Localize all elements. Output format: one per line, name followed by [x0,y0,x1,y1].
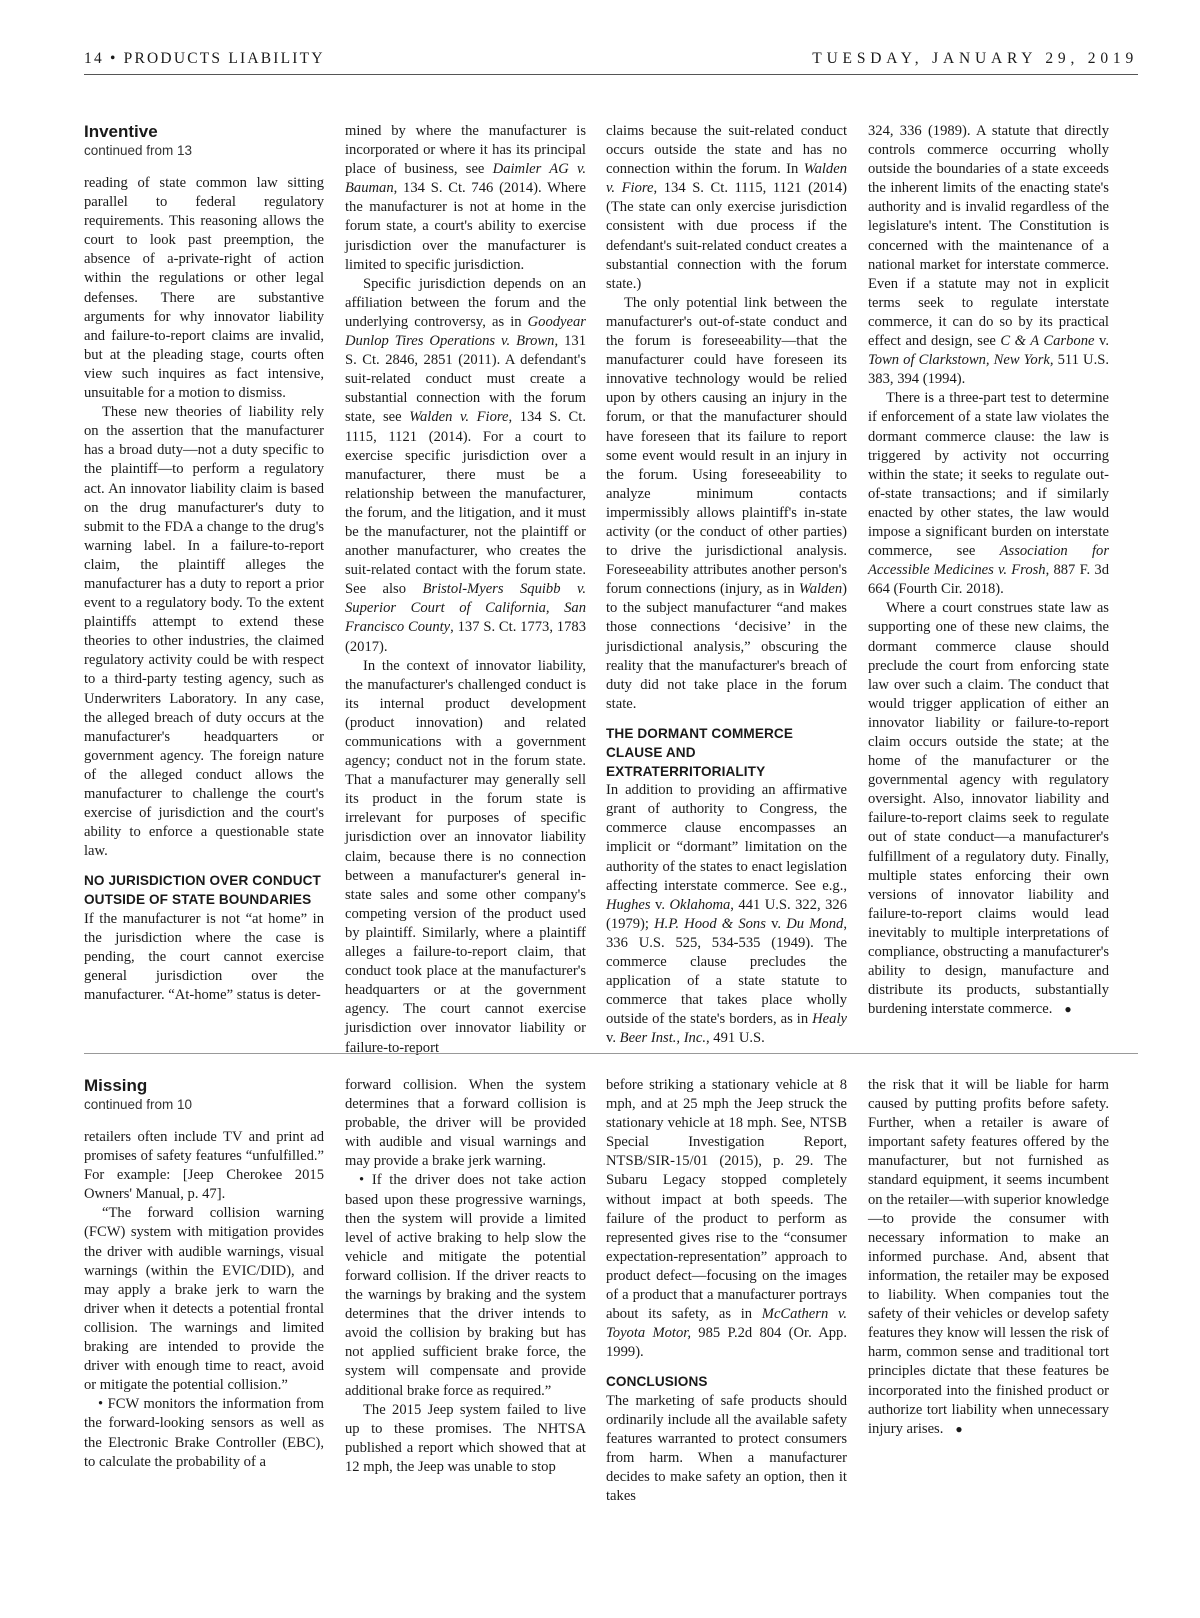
paragraph: Where a court construes state law as supporting one of these new claims, the dormant commerce clause should preclude the court from enforcing state law over such a claim. The conduct that would trigger application of either an innovator liability or failure-to-report claim occurs outside the state; at the home of the manufacturer or the governmental agency with regulatory oversight. Also, innovator liability and failure-to-report claims seek to regulate out of state conduct—a manufacturer's fulfillment of a regulatory duty. Finally, multiple states enforcing their own versions of innovator liability and failure-to-report claims would lead inevitably to multiple interpretations of compliance, obstructing a manufacturer's ability to design, manufacture and distribute its products, substantially burdening interstate commerce. ● [868,600,1109,1018]
story2-continued: continued from 10 [84,1097,193,1112]
paragraph: In addition to providing an affirmative grant of authority to Congress, the commerce clause encompasses an implicit or “dormant” limitation on the authority of the states to enact legislation affecting interstate commerce. See e.g., Hughes v. Oklahoma, 441 U.S. 322, 326 (1979); H.P. Hood & Sons v. Du Mond, 336 U.S. 525, 534-535 (1949). The commerce clause precludes the application of a state statute to commerce that takes place wholly outside of the state's borders, as in Healy v. Beer Inst., Inc., 491 U.S. [606,782,847,1047]
story2-title: Missing [84,1076,148,1095]
paragraph: There is a three-part test to determine if enforcement of a state law violates the dormant commerce clause: the law is triggered by activity not occurring within the state; it seeks to regulate out-of-state transactions; and if similarly enacted by other states, the law would impose a significant burden on interstate commerce, see Association for Accessible Medicines v. Frosh, 887 F. 3d 664 (Fourth Cir. 2018). [868,390,1109,598]
paragraph: forward collision. When the system determines that a forward collision is probable, the driver will be provided with audible and visual warnings and may provide a brake jerk warning. [345,1077,586,1170]
header-rule [84,74,1138,75]
paragraph: If the manufacturer is not “at home” in the jurisdiction where the case is pending, the court cannot exercise general jurisdiction over the manufacturer. “At-home” status is deter- [84,910,324,1003]
end-mark: ● [1064,1002,1072,1017]
story2-column-1 [84,1076,324,1472]
bullet-paragraph: • If the driver does not take action based upon these progressive warnings, then the system will provide a limited level of active braking to help slow the vehicle and mitigate the potential forward collision. If the driver reacts to the warnings by braking and the system determines that the driver intends to avoid the collision by braking but has not applied sufficient brake force, the system will compensate and provide additional brake force as required.” [345,1172,586,1399]
story2-column-3 [606,1076,847,1506]
story1-column-3 [606,122,847,1049]
paragraph: mined by where the manufacturer is incorporated or where it has its principal place of business, see Daimler AG v. Bauman, 134 S. Ct. 746 (2014). Where the manufacturer is not at home in the forum state, a court's ability to exercise jurisdiction over the manufacturer is limited to specific jurisdiction. [345,123,587,273]
paragraph: The 2015 Jeep system failed to live up to these promises. The NHTSA published a report which showed that at 12 mph, the Jeep was unable to stop [345,1401,586,1475]
paragraph: The only potential link between the manufacturer's out-of-state conduct and the forum is foreseeability—that the manufacturer could have foreseen its innovative technology would be relied upon by others causing an injury in the forum, or that the manufacturer should have foreseen that its failure to report some event would result in an injury in the forum. Using foreseeability to analyze minimum contacts impermissibly allows plaintiff's in-state activity (or the conduct of other parties) to drive the jurisdictional analysis. Foreseeability attributes another person's forum connections (injury, as in Walden) to the subject manufacturer “and makes those connections ‘decisive’ in the jurisdictional analysis,” obscuring the reality that the manufacturer's breach of duty did not take place in the forum state. [606,294,847,712]
paragraph: claims because the suit-related conduct occurs outside the state and has no connection within the forum. In Walden v. Fiore, 134 S. Ct. 1115, 1121 (2014) (The state can only exercise jurisdiction consistent with due process if the defendant's suit-related conduct creates a substantial connection with the forum state.) [606,123,847,292]
story1-column-4 [868,122,1109,1019]
running-header [84,50,1138,74]
story1-column-2 [345,122,586,1058]
paragraph: In the context of innovator liability, the manufacturer's challenged conduct is its internal product development (product innovation) and related communications with a government agency; conduct not in the forum state. That a manufacturer may generally sell its product in the forum state is irrelevant for purposes of specific jurisdiction over an innovator liability claim, because there is no connection between a manufacturer's general in-state sales and some other company's competing version of the product used by plaintiff. Similarly, where a plaintiff alleges a failure-to-report claim, that conduct took place at the manufacturer's headquarters or at the government agency. The court cannot exercise jurisdiction over innovator liability or failure-to-report [345,657,586,1056]
paragraph: 324, 336 (1989). A statute that directly controls commerce occurring wholly outside the boundaries of a state exceeds the inherent limits of the enacting state's authority and is invalid regardless of the legislature's intent. The Constitution is concerned with the maintenance of a national market for interstate commerce. Even if a statute may not in explicit terms seek to regulate interstate commerce, it can do so by its practical effect and design, see C & A Carbone v. Town of Clarkstown, New York, 511 U.S. 383, 394 (1994). [868,123,1109,388]
subhead-conclusions: CONCLUSIONS [606,1374,708,1390]
story2-column-4 [868,1076,1109,1439]
story1-title: Inventive [84,122,158,141]
paragraph: retailers often include TV and print ad promises of safety features “unfulfilled.” For example: [Jeep Cherokee 2015 Owners' Manual, p. 47]. [84,1129,324,1203]
header-section: 14 • PRODUCTS LIABILITY [84,50,325,67]
story1-column-1 [84,122,324,1005]
header-date: TUESDAY, JANUARY 29, 2019 [812,50,1138,67]
paragraph: The marketing of safe products should ordinarily include all the available safety features warranted to protect consumers from harm. When a manufacturer decides to make safety an option, then it takes [606,1392,847,1504]
paragraph: before striking a stationary vehicle at 8 mph, and at 25 mph the Jeep struck the stationary vehicle at 18 mph. See, NTSB Special Investigation Report, NTSB/SIR-15/01 (2015), p. 29. The Subaru Legacy stopped completely without impact at both speeds. The failure of the product to perform as represented gives rise to the “consumer expectation-representation” approach to product defect—focusing on the images of a product that a manufacturer portrays about its safety, as in McCathern v. Toyota Motor, 985 P.2d 804 (Or. App. 1999). [606,1077,847,1361]
bullet-paragraph: • FCW monitors the information from the forward-looking sensors as well as the Electronic Brake Controller (EBC), to calculate the probability of a [84,1396,324,1470]
paragraph: reading of state common law sitting parallel to federal regulatory requirements. This reasoning allows the court to look past preemption, the absence of a-private-right of action within the regulations or other legal defenses. There are substantive arguments for why innovator liability and failure-to-report claims are invalid, but at the pleading stage, courts often view such inquires as fact intensive, unsuitable for a motion to dismiss. [84,175,324,402]
end-mark: ● [955,1421,963,1436]
paragraph: Specific jurisdiction depends on an affiliation between the forum and the underlying controversy, as in Goodyear Dunlop Tires Operations v. Brown, 131 S. Ct. 2846, 2851 (2011). A defendant's suit-related conduct must create a substantial connection with the forum state, see Walden v. Fiore, 134 S. Ct. 1115, 1121 (2014). For a court to exercise specific jurisdiction over a manufacturer, there must be a relationship between the manufacturer, the forum, and the litigation, and it must be the manufacturer, not the plaintiff or another manufacturer, who creates the suit-related contact with the forum state. See also Bristol-Myers Squibb v. Superior Court of California, San Francisco County, 137 S. Ct. 1773, 1783 (2017). [345,275,586,655]
paragraph: These new theories of liability rely on the assertion that the manufacturer has a broad duty—not a duty specific to the plaintiff—to perform a regulatory act. An innovator liability claim is based on the drug manufacturer's duty to submit to the FDA a change to the drug's warning label. In a failure-to-report claim, the plaintiff alleges the manufacturer has a duty to report a prior event to a regulatory body. To the extent plaintiffs attempt to extend these theories to other industries, the claimed regulatory activity could be with respect to a third-party testing agency, such as Underwriters Laboratory. In any case, the alleged breach of duty occurs at the manufacturer's headquarters or government agency. The foreign nature of the alleged conduct allows the manufacturer to challenge the court's exercise of jurisdiction and the court's ability to enforce a questionable state law. [84,404,324,860]
subhead-no-jurisdiction: NO JURISDICTION OVER CONDUCT OUTSIDE OF STATE BOUNDARIES [84,873,321,908]
paragraph: “The forward collision warning (FCW) system with mitigation provides the driver with audible warnings, visual warnings (within the EVIC/DID), and may apply a brake jerk to warn the driver when it detects a potential frontal collision. The warnings and limited braking are intended to provide the driver with enough time to react, avoid or mitigate the potential collision.” [84,1205,324,1394]
story1-continued: continued from 13 [84,143,193,158]
subhead-dormant-commerce: THE DORMANT COMMERCE CLAUSE AND EXTRATERRITORIALITY [606,725,794,780]
paragraph: the risk that it will be liable for harm caused by putting profits before safety. Further, when a retailer is aware of important safety features offered by the manufacturer, but not furnished as standard equipment, it seems incumbent on the retailer—with superior knowledge—to provide the consumer with necessary information to make an informed purchase. And, absent that information, the retailer may be exposed to liability. When companies tout the safety of their vehicles or develop safety features they know will lessen the risk of harm, common sense and traditional tort principles dictate that these features be incorporated into the finished product or authorize tort liability when unnecessary injury arises. ● [868,1077,1109,1437]
story2-column-2 [345,1076,586,1477]
story-divider [84,1053,1138,1054]
